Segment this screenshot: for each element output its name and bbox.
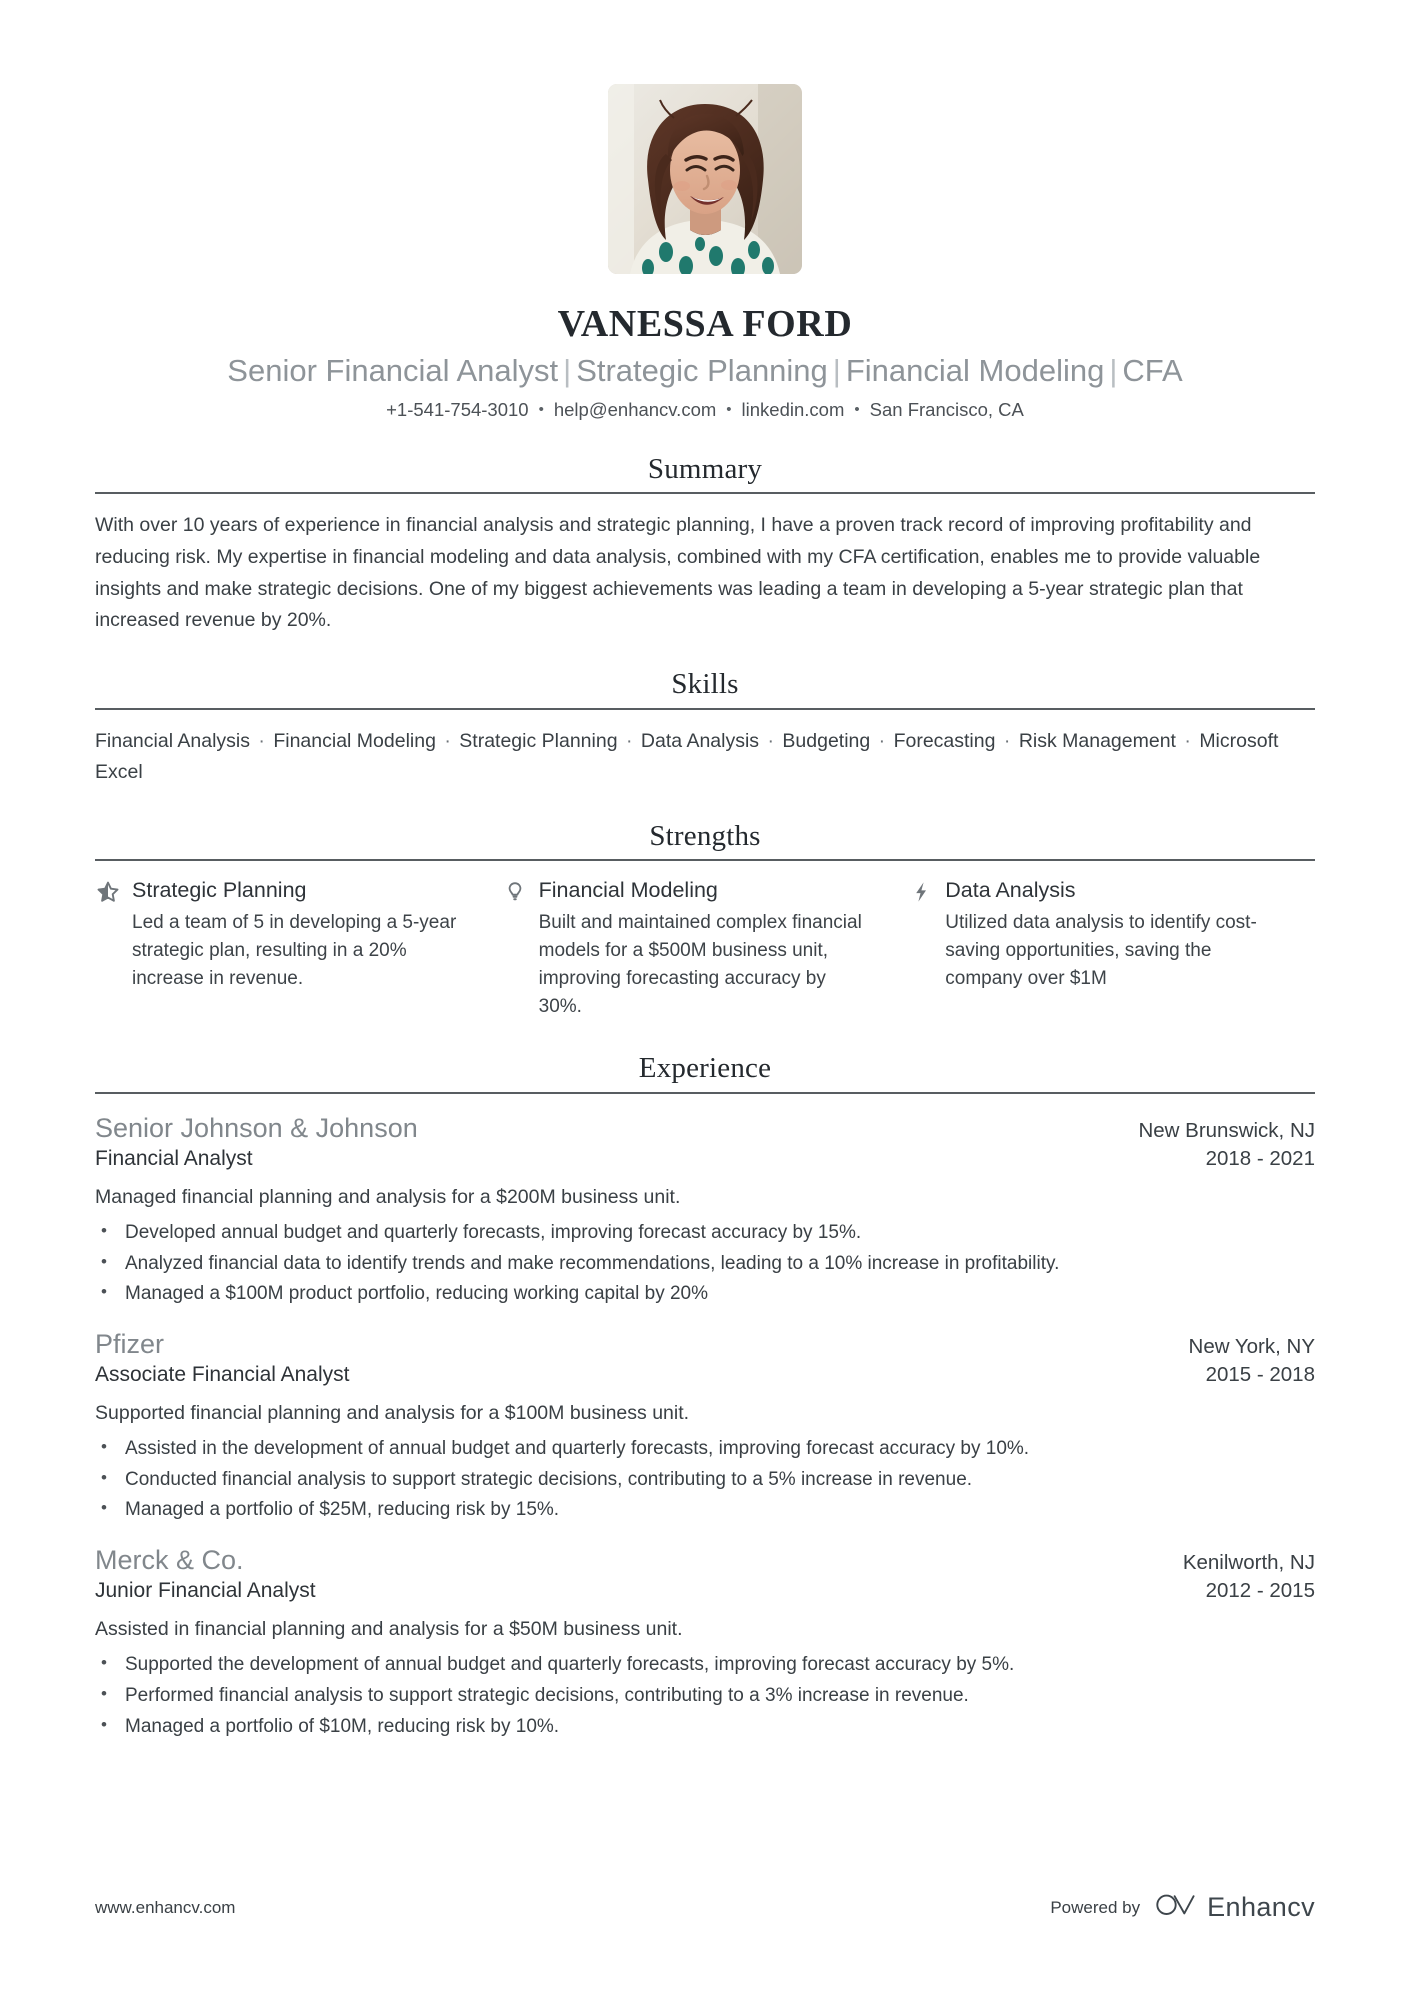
job-company: Senior Johnson & Johnson [95,1112,418,1143]
skill-item: Data Analysis [640,729,760,752]
job-location: New York, NY [1188,1335,1315,1359]
job-bullet: • Assisted in the development of annual budget and quarterly forecasts, improving forecast accuracy by 10%. [95,1434,1315,1465]
job-bullet: • Managed a portfolio of $25M, reducing risk by 15%. [95,1495,1315,1526]
headline-part-2: Financial Modeling [845,352,1105,388]
enhancv-brand [1154,1892,1315,1923]
job-company-row [95,1112,1315,1145]
job-bullet: • Performed financial analysis to support strategic decisions, contributing to a 3% increase in revenue. [95,1681,1315,1712]
summary-text: With over 10 years of experience in financial analysis and strategic planning, I have a proven track record of improving profitability and reducing risk. My expertise in financial modeling and data analysis, combined with my CFA certification, enables me to provide valuable insights and make strategic decisions. One of my biggest achievements was leading a team in developing a 5-year strategic plan that increased revenue by 20%. [95,514,1261,632]
resume-header [95,0,1315,422]
skill-separator: · [620,729,638,752]
job-bullets [95,1434,1315,1526]
section-title-summary: Summary [647,452,763,485]
experience-item [95,1544,1315,1742]
job-title-row [95,1145,1315,1173]
strength-header [502,877,873,905]
skill-item: Budgeting [782,729,871,752]
section-summary [95,452,1315,637]
job-title: Financial Analyst [95,1146,253,1170]
job-dates: 2018 - 2021 [1205,1146,1315,1170]
experience-body [95,1094,1315,1742]
strength-name: Strategic Planning [132,878,307,903]
strength-item [95,877,502,1021]
job-title: Junior Financial Analyst [95,1579,316,1603]
strength-header [95,877,466,905]
skill-item: Financial Analysis [95,729,250,752]
skill-item: Financial Modeling [273,729,436,752]
job-company: Pfizer [95,1329,165,1360]
strength-item [502,877,909,1021]
job-bullets [95,1650,1315,1742]
experience-list [95,1112,1315,1742]
headline-separator: | [832,352,841,388]
job-company-row [95,1544,1315,1577]
contact-phone[interactable]: +1-541-754-3010 [386,398,529,420]
strength-description: Utilized data analysis to identify cost-saving opportunities, saving the company over $1M [945,912,1257,990]
skill-item: Risk Management [1018,729,1176,752]
job-company: Merck & Co. [95,1545,244,1576]
strengths-grid [95,877,1315,1021]
footer-branding [1050,1892,1315,1923]
job-bullet: • Managed a $100M product portfolio, reducing working capital by 20% [95,1279,1315,1310]
page-footer [95,1892,1315,1923]
skills-list [95,726,1315,789]
experience-item [95,1112,1315,1310]
skill-separator: · [1178,729,1197,752]
strength-item [908,877,1315,1021]
skill-separator: · [873,729,891,752]
skill-separator: · [253,729,271,752]
avatar [608,84,802,274]
job-bullets [95,1218,1315,1310]
contact-location: San Francisco, CA [869,398,1024,420]
photo-wrapper [95,84,1315,274]
skill-item: Microsoft Excel [95,729,1279,784]
skills-body [95,710,1315,789]
headline-part-1: Strategic Planning [576,352,828,388]
section-skills [95,667,1315,789]
job-dates: 2012 - 2015 [1205,1579,1315,1603]
profile-photo-illustration [608,84,802,274]
headline-separator: | [1109,352,1118,388]
lightbulb-icon [502,879,528,905]
headline-separator: | [563,352,572,388]
job-bullet: • Managed a portfolio of $10M, reducing risk by 10%. [95,1712,1315,1743]
strength-name: Financial Modeling [538,878,718,903]
skill-separator: · [998,729,1016,752]
job-title-row [95,1361,1315,1389]
enhancv-wordmark: Enhancv [1207,1892,1315,1922]
strengths-body [95,861,1315,1021]
footer-url[interactable]: www.enhancv.com [95,1897,236,1917]
section-strengths [95,819,1315,1021]
job-dates: 2015 - 2018 [1205,1363,1315,1386]
strength-name: Data Analysis [945,878,1076,903]
job-title-row [95,1577,1315,1605]
experience-item [95,1328,1315,1526]
contact-bullet-icon: • [726,400,732,418]
powered-by-label: Powered by [1050,1897,1141,1917]
job-title: Associate Financial Analyst [95,1363,350,1386]
candidate-name: VANESSA FORD [557,303,853,345]
job-location: New Brunswick, NJ [1138,1118,1315,1142]
contact-bullet-icon: • [538,400,544,418]
job-summary: Managed financial planning and analysis for a $200M business unit. [95,1185,681,1208]
job-summary: Assisted in financial planning and analysis for a $50M business unit. [95,1617,683,1640]
job-company-row [95,1328,1315,1361]
job-bullet: • Developed annual budget and quarterly forecasts, improving forecast accuracy by 15%. [95,1218,1315,1249]
skill-separator: · [438,729,457,752]
section-title-strengths: Strengths [649,819,761,852]
section-experience [95,1051,1315,1742]
skill-separator: · [762,729,780,752]
job-summary: Supported financial planning and analysis for a $100M business unit. [95,1401,690,1424]
headline-part-0: Senior Financial Analyst [227,352,559,388]
lightning-bolt-icon [908,879,934,905]
strength-description: Built and maintained complex financial models for a $500M business unit, improving forecasting accuracy by 30%. [538,912,862,1018]
strength-header [908,877,1279,905]
job-bullet: • Supported the development of annual budget and quarterly forecasts, improving forecast accuracy by 5%. [95,1650,1315,1681]
summary-body [95,494,1315,636]
strength-description: Led a team of 5 in developing a 5-year strategic plan, resulting in a 20% increase in revenue. [132,912,457,990]
skill-item: Strategic Planning [459,729,618,752]
job-bullet: • Conducted financial analysis to support strategic decisions, contributing to a 5% increase in revenue. [95,1465,1315,1496]
contact-line [95,398,1315,422]
job-location: Kenilworth, NJ [1182,1551,1315,1575]
section-title-experience: Experience [638,1052,772,1085]
half-star-icon [95,879,121,905]
contact-bullet-icon: • [854,400,860,418]
section-title-skills: Skills [671,667,739,700]
candidate-headline [95,352,1315,391]
enhancv-logo-icon [1154,1892,1198,1923]
contact-email[interactable]: help@enhancv.com [553,398,717,420]
contact-linkedin[interactable]: linkedin.com [741,398,845,420]
job-bullet: • Analyzed financial data to identify trends and make recommendations, leading to a 10% increase in profitability. [95,1249,1315,1280]
headline-part-3: CFA [1122,352,1183,388]
skill-item: Forecasting [893,729,996,752]
